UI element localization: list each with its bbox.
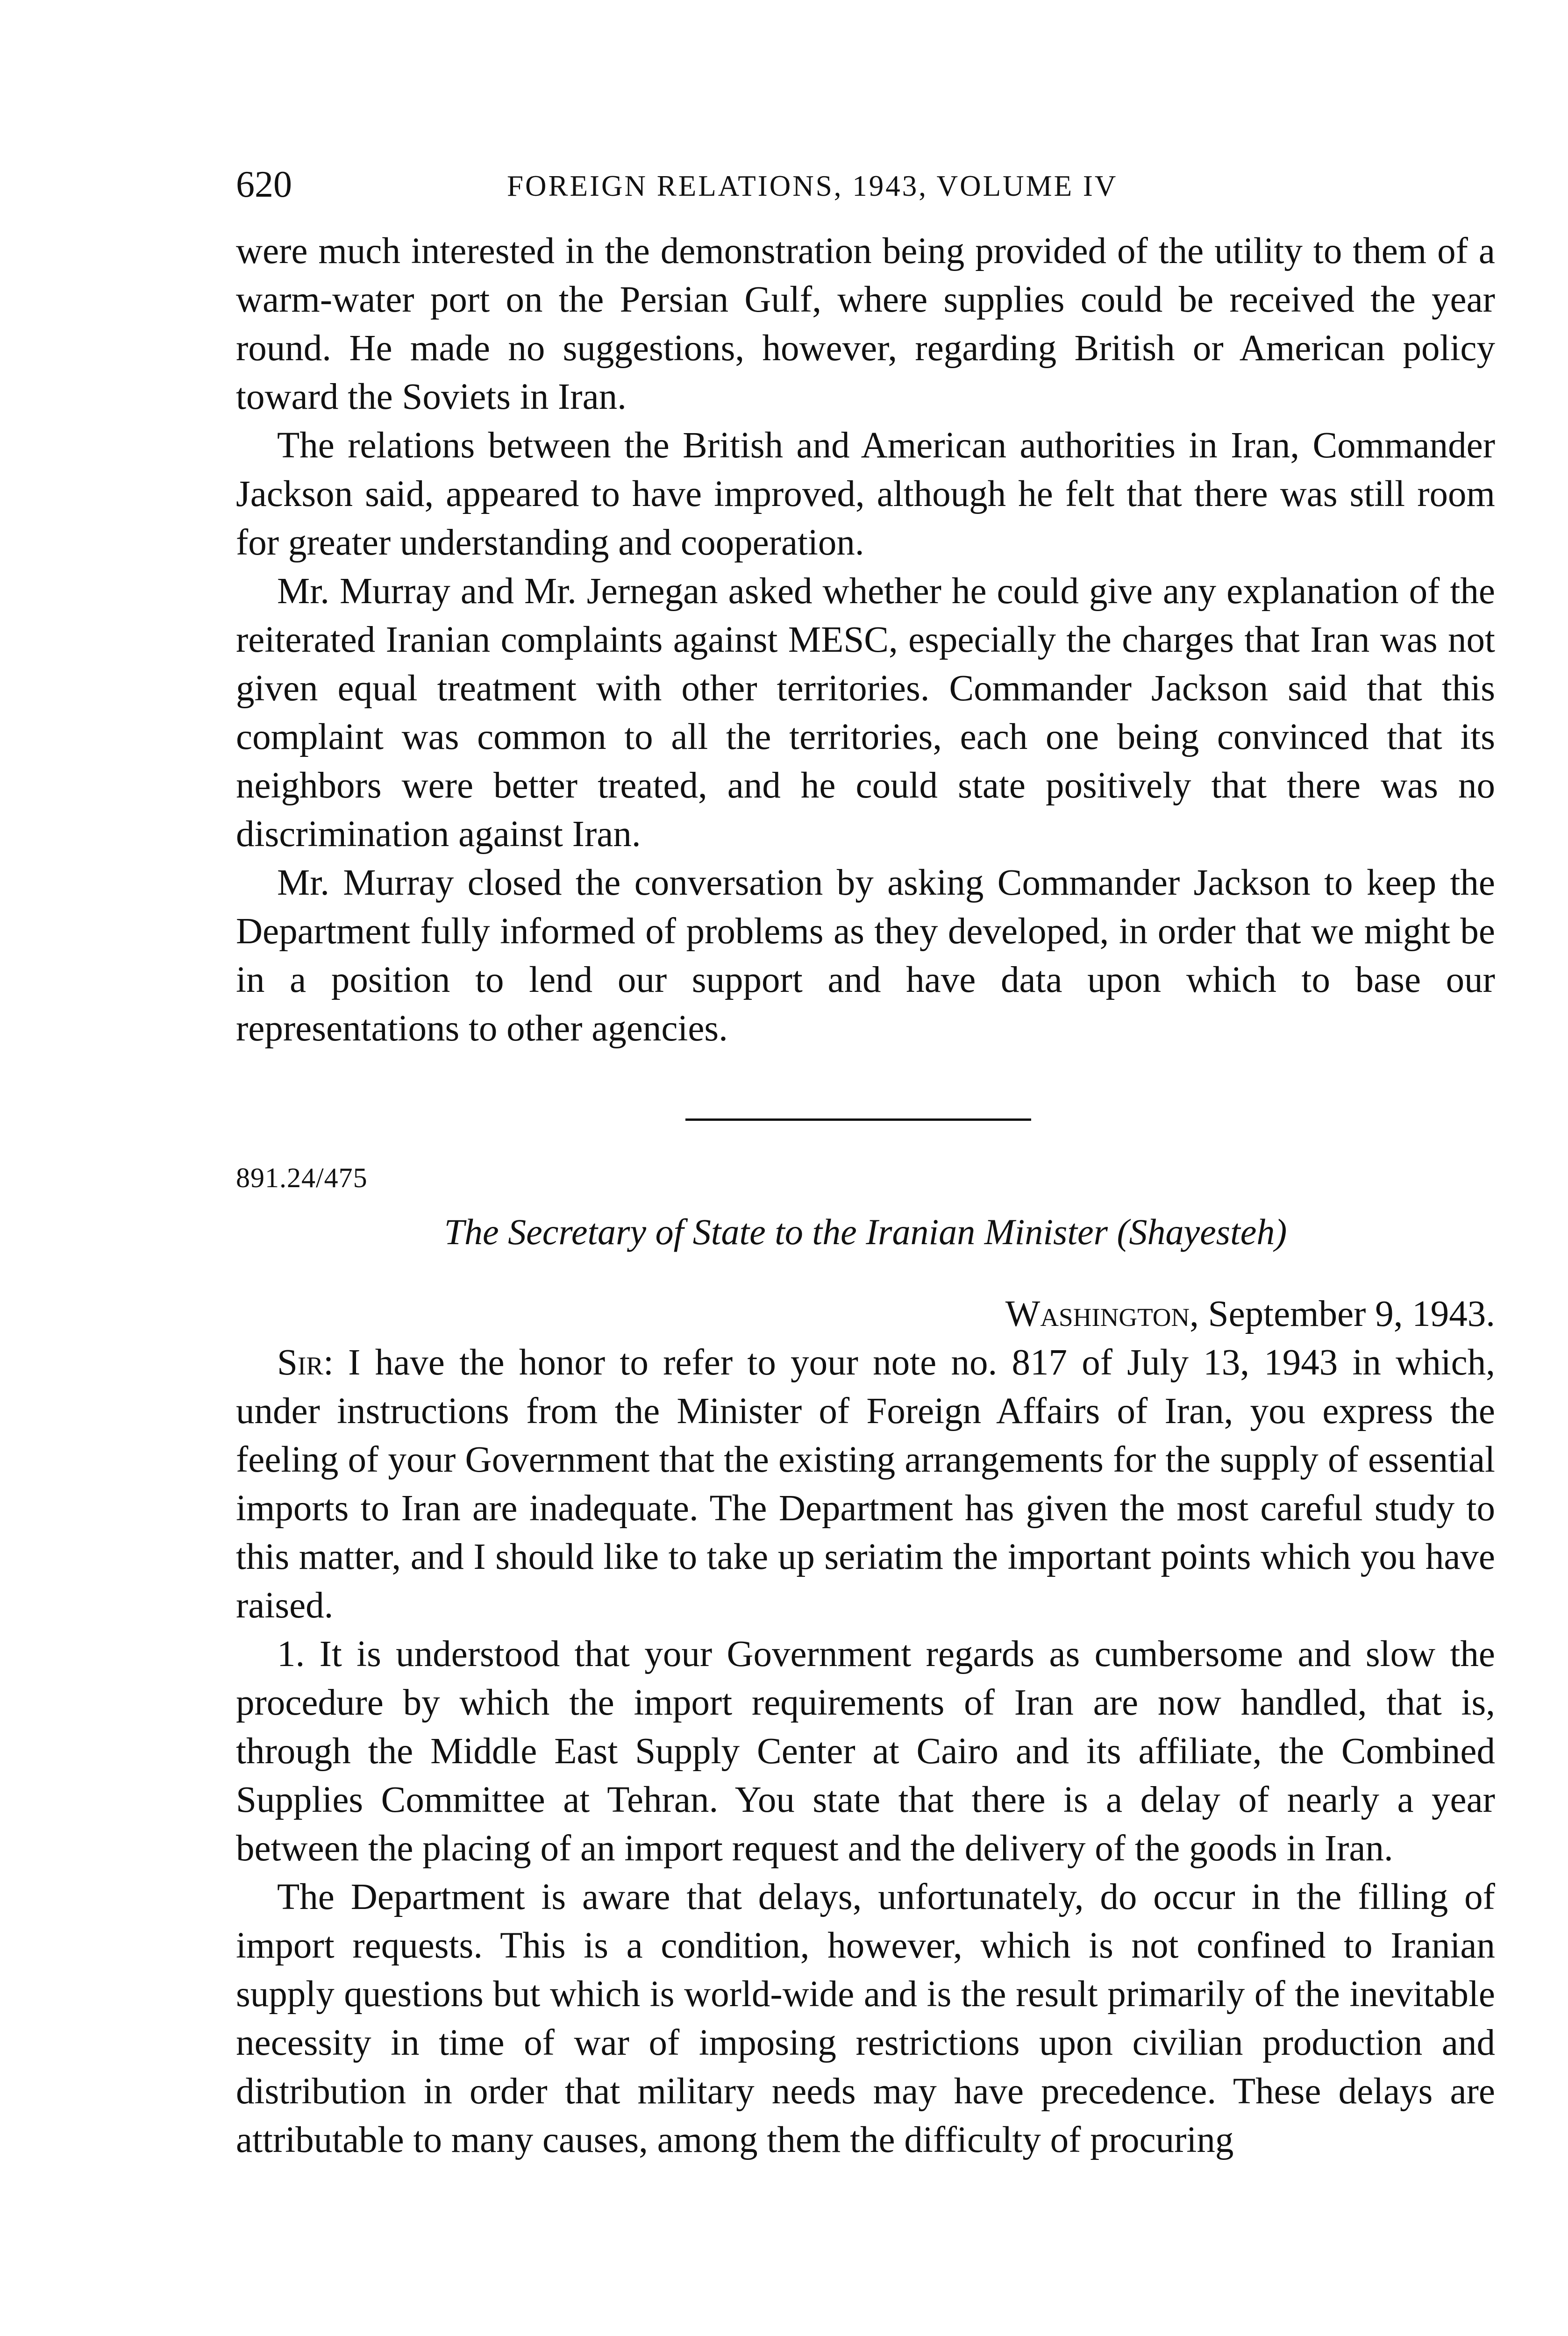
paragraph: The relations between the British and American authorities in Iran, Commander Jackson said, appeared to have improved, although he felt that there was still room for greater understanding and cooperation.: [236, 425, 1495, 563]
dateline-place: Washington: [1005, 1294, 1190, 1334]
document-title: The Secretary of State to the Iranian Minister (Shayesteh): [444, 1211, 1287, 1252]
paragraph-continued: were much interested in the demonstration being provided of the utility to them of a warm-water port on the Persian Gulf, where supplies could be received the year round. He made no suggestions, however, regarding British or American policy toward the Soviets in Iran.: [236, 231, 1495, 417]
page-number: 620: [236, 164, 292, 205]
running-head: [236, 159, 1495, 210]
continued-text: [236, 227, 1495, 1053]
paragraph: 1. It is understood that your Government regards as cumbersome and slow the procedure by which the import requirements of Iran are now handled, that is, through the Middle East Supply Center at Cairo and its affiliate, the Combined Supplies Committee at Tehran. You state that there is a delay of nearly a year between the placing of an import request and the delivery of the goods in Iran.: [236, 1634, 1495, 1869]
letter-body: [236, 1339, 1495, 2165]
running-head-title: FOREIGN RELATIONS, 1943, VOLUME IV: [507, 170, 1118, 202]
letter-opening-paragraph: [236, 1339, 1495, 1630]
paragraph: Mr. Murray and Mr. Jernegan asked whether he could give any explanation of the reiterated Iranian complaints against MESC, especially the charges that Iran was not given equal treatment with other territories. Commander Jackson said that this complaint was common to all the territories, each one being convinced that its neighbors were better treated, and he could state positively that there was no discrimination against Iran.: [236, 571, 1495, 855]
opening-text: : I have the honor to refer to your note no. 817 of July 13, 1943 in which, under instructions from the Minister of Foreign Affairs of Iran, you express the feeling of your Government that the existing arrangements for the supply of essential imports to Iran are inadequate. The Department has given the most careful study to this matter, and I should like to take up seriatim the important points which you have raised.: [236, 1342, 1495, 1626]
paragraph: The Department is aware that delays, unfortunately, do occur in the filling of import requests. This is a condition, however, which is not confined to Iranian supply questions but which is world-wide and is the result primarily of the inevitable necessity in time of war of imposing restrictions upon civilian production and distribution in order that military needs may have precedence. These delays are attributable to many causes, among them the difficulty of procuring: [236, 1877, 1495, 2160]
section-divider: [685, 1118, 1031, 1121]
dateline-date: , September 9, 1943.: [1190, 1294, 1495, 1334]
paragraph: Mr. Murray closed the conversation by asking Commander Jackson to keep the Department fully informed of problems as they developed, in order that we might be in a position to lend our support and have data upon which to base our representations to other agencies.: [236, 862, 1495, 1049]
document-number: 891.24/475: [236, 1162, 368, 1193]
dateline: [236, 1290, 1495, 1339]
salutation: Sir: [277, 1342, 323, 1383]
document-page: [236, 159, 1495, 2165]
